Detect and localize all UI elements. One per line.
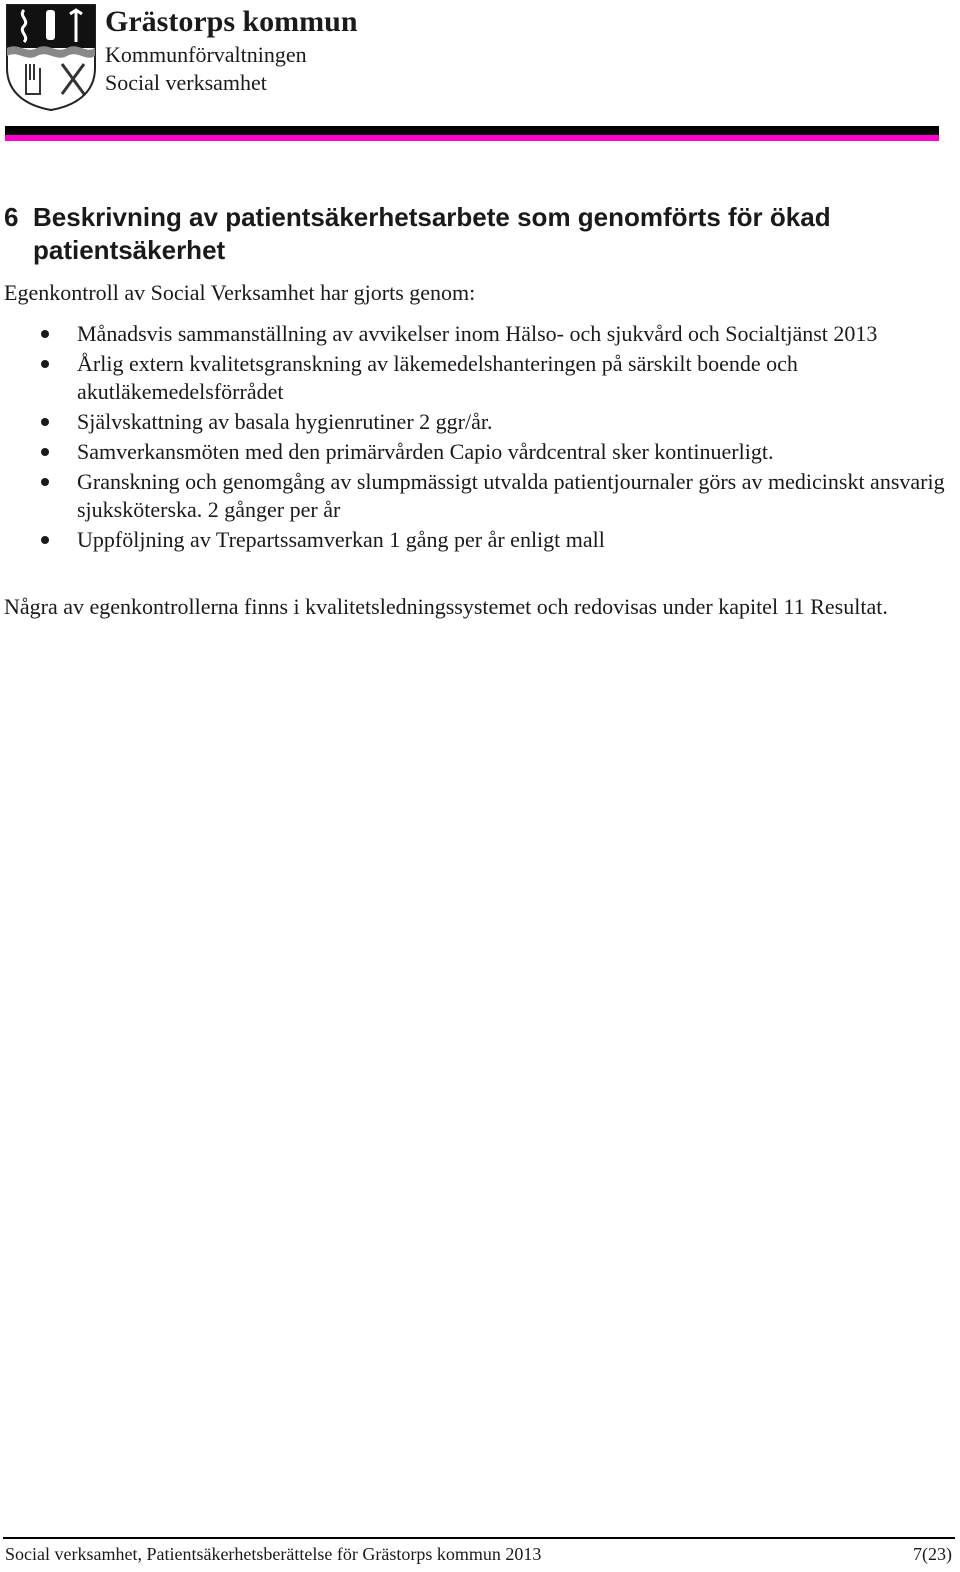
section-number: 6 bbox=[4, 202, 19, 232]
bullet-icon bbox=[41, 448, 49, 456]
list-item bbox=[0, 438, 955, 466]
department-line-1: Kommunförvaltningen bbox=[105, 42, 307, 67]
header-rule-black bbox=[5, 126, 939, 135]
list-item bbox=[0, 526, 955, 554]
bullet-icon bbox=[41, 330, 49, 338]
closing-paragraph: Några av egenkontrollerna finns i kvalitetsledningssystemet och redovisas under kapitel 11 Resultat. bbox=[4, 594, 888, 619]
list-item-text: Uppföljning av Trepartssamverkan 1 gång per år enligt mall bbox=[77, 527, 605, 552]
section-title: Beskrivning av patientsäkerhetsarbete som genomförts för ökad patientsäkerhet bbox=[33, 202, 831, 265]
list-item-text: Månadsvis sammanställning av avvikelser inom Hälso- och sjukvård och Socialtjänst 2013 bbox=[77, 321, 878, 346]
bullet-list bbox=[0, 320, 955, 556]
section-heading bbox=[4, 201, 934, 267]
department-line-2: Social verksamhet bbox=[105, 70, 267, 95]
list-item bbox=[0, 468, 955, 524]
bullet-icon bbox=[41, 478, 49, 486]
header-rule-accent bbox=[5, 135, 939, 141]
list-item bbox=[0, 408, 955, 436]
footer-document-title: Social verksamhet, Patientsäkerhetsberättelse för Grästorps kommun 2013 bbox=[5, 1544, 542, 1564]
municipality-crest-logo bbox=[4, 2, 98, 112]
list-item-text: Självskattning av basala hygienrutiner 2 ggr/år. bbox=[77, 409, 493, 434]
list-item-text: Samverkansmöten med den primärvården Capio vårdcentral sker kontinuerligt. bbox=[77, 439, 774, 464]
footer-rule bbox=[3, 1537, 955, 1539]
bullet-icon bbox=[41, 418, 49, 426]
bullet-icon bbox=[41, 536, 49, 544]
list-item-text: Granskning och genomgång av slumpmässigt utvalda patientjournaler görs av medicinskt ansvarig sjuksköterska. 2 gånger per år bbox=[77, 469, 945, 522]
list-item bbox=[0, 350, 955, 406]
page-number: 7(23) bbox=[913, 1544, 952, 1564]
bullet-icon bbox=[41, 360, 49, 368]
org-name: Grästorps kommun bbox=[105, 5, 358, 38]
list-item bbox=[0, 320, 955, 348]
intro-paragraph: Egenkontroll av Social Verksamhet har gjorts genom: bbox=[4, 280, 476, 305]
list-item-text: Årlig extern kvalitetsgranskning av läkemedelshanteringen på särskilt boende och akutläkemedelsförrådet bbox=[77, 351, 798, 404]
